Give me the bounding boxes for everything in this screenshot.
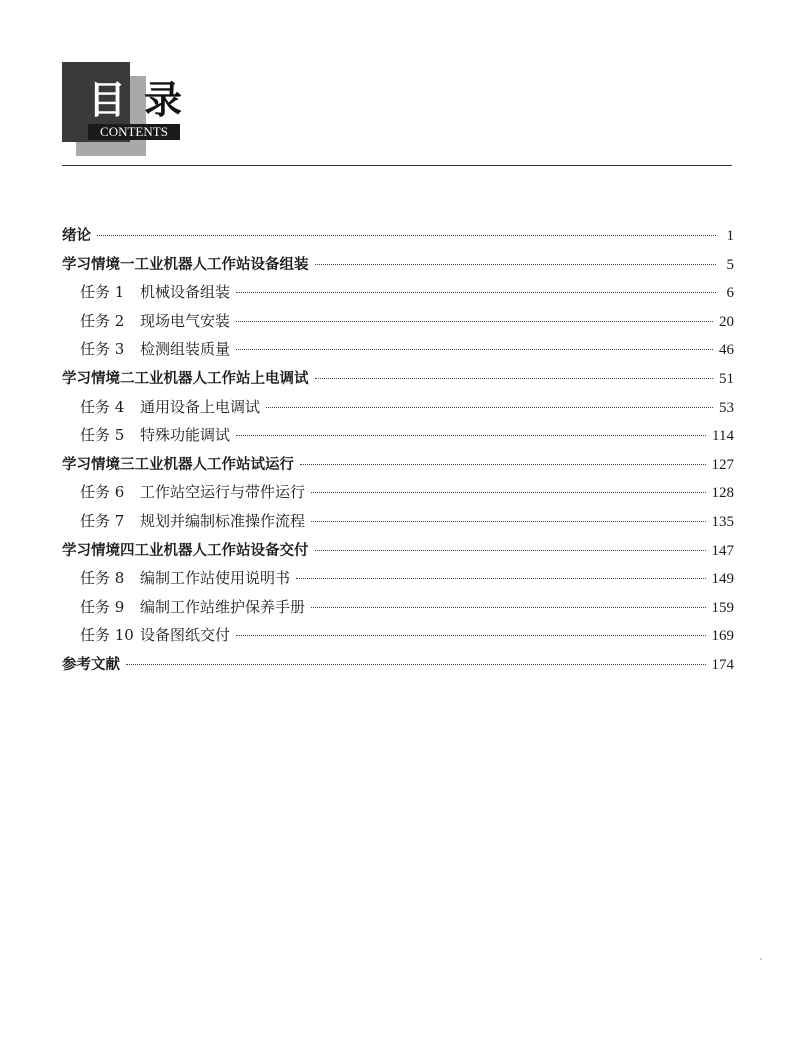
toc-entry-label: 学习情境三: [62, 456, 135, 473]
contents-header: [62, 62, 182, 158]
toc-entry-title: 编制工作站维护保养手册: [140, 597, 306, 616]
toc-task-entry[interactable]: [62, 338, 734, 367]
toc-page-number: 51: [719, 370, 734, 387]
toc-page-number: 128: [711, 485, 734, 502]
page-title-char-1: 目: [88, 77, 127, 122]
toc-dot-leader: [315, 378, 714, 379]
contents-label: CONTENTS: [88, 124, 180, 140]
toc-entry-title: 设备图纸交付: [140, 626, 231, 645]
toc-dot-leader: [236, 292, 716, 293]
toc-task-entry[interactable]: [62, 281, 734, 310]
toc-dot-leader: [296, 578, 705, 579]
toc-page-number: 149: [711, 571, 734, 588]
toc-entry-label: 学习情境二: [62, 370, 135, 387]
toc-chapter-entry[interactable]: [62, 367, 734, 396]
toc-chapter-entry[interactable]: [62, 453, 734, 482]
toc-entry-label: 任务 7: [80, 511, 125, 530]
toc-chapter-entry[interactable]: [62, 253, 734, 282]
toc-entry-title: 检测组装质量: [140, 340, 231, 359]
header-divider: [62, 165, 732, 166]
toc-dot-leader: [236, 321, 713, 322]
toc-task-entry[interactable]: [62, 510, 734, 539]
toc-entry-title: 现场电气安装: [140, 311, 231, 330]
toc-task-entry[interactable]: [62, 624, 734, 653]
toc-chapter-entry[interactable]: [62, 539, 734, 568]
toc-entry-title: 工业机器人工作站试运行: [134, 456, 294, 473]
toc-entry-label: 任务 8: [80, 569, 125, 588]
toc-task-entry[interactable]: [62, 481, 734, 510]
toc-entry-title: 特殊功能调试: [140, 426, 231, 445]
toc-dot-leader: [236, 635, 705, 636]
toc-dot-leader: [97, 235, 716, 236]
toc-entry-label: 任务 6: [80, 483, 125, 502]
toc-entry-label: 学习情境四: [62, 542, 135, 559]
toc-chapter-entry[interactable]: [62, 224, 734, 253]
toc-page-number: 127: [711, 456, 734, 473]
toc-task-entry[interactable]: [62, 424, 734, 453]
toc-entry-title: 规划并编制标准操作流程: [140, 511, 306, 530]
toc-page-number: 5: [726, 256, 734, 273]
toc-entry-label: 任务 4: [80, 397, 125, 416]
toc-task-entry[interactable]: [62, 396, 734, 425]
toc-page-number: 135: [711, 513, 734, 530]
toc-task-entry[interactable]: [62, 567, 734, 596]
toc-page-number: 6: [726, 285, 734, 302]
toc-page-number: 147: [711, 542, 734, 559]
toc-entry-label: 任务 10: [80, 626, 134, 645]
toc-dot-leader: [266, 407, 713, 408]
toc-dot-leader: [300, 464, 706, 465]
toc-page-number: 114: [712, 428, 734, 445]
toc-entry-label: 学习情境一: [62, 256, 135, 273]
toc-dot-leader: [311, 607, 705, 608]
toc-entry-label: 任务 5: [80, 426, 125, 445]
toc-entry-title: 工作站空运行与带件运行: [140, 483, 306, 502]
toc-entry-title: 工业机器人工作站设备组装: [134, 256, 309, 273]
toc-entry-label: 任务 2: [80, 311, 125, 330]
toc-page-number: 53: [719, 399, 734, 416]
toc-entry-title: 机械设备组装: [140, 283, 231, 302]
toc-entry-title: 绪论: [62, 228, 91, 244]
toc-page-number: 1: [726, 228, 734, 244]
toc-entry-label: 任务 1: [80, 283, 125, 302]
page-title-char-2: 录: [144, 77, 183, 122]
scan-speck: [760, 958, 762, 960]
toc-dot-leader: [236, 435, 706, 436]
toc-dot-leader: [236, 349, 713, 350]
toc-entry-label: 任务 9: [80, 597, 125, 616]
toc-chapter-entry[interactable]: [62, 653, 734, 682]
toc-dot-leader: [126, 664, 706, 665]
toc-entry-title: 工业机器人工作站设备交付: [134, 542, 309, 559]
toc-page-number: 169: [711, 628, 734, 645]
toc-dot-leader: [311, 521, 705, 522]
toc-task-entry[interactable]: [62, 596, 734, 625]
toc-entry-title: 编制工作站使用说明书: [140, 569, 291, 588]
toc-task-entry[interactable]: [62, 310, 734, 339]
toc-entry-title: 通用设备上电调试: [140, 397, 261, 416]
table-of-contents: [62, 224, 734, 682]
toc-entry-title: 参考文献: [62, 656, 120, 673]
toc-page-number: 46: [719, 342, 734, 359]
toc-entry-title: 工业机器人工作站上电调试: [134, 370, 309, 387]
toc-entry-label: 任务 3: [80, 340, 125, 359]
toc-dot-leader: [315, 550, 706, 551]
toc-page-number: 20: [719, 313, 734, 330]
toc-dot-leader: [311, 492, 705, 493]
toc-page-number: 159: [711, 599, 734, 616]
toc-page-number: 174: [711, 656, 734, 673]
toc-dot-leader: [315, 264, 717, 265]
